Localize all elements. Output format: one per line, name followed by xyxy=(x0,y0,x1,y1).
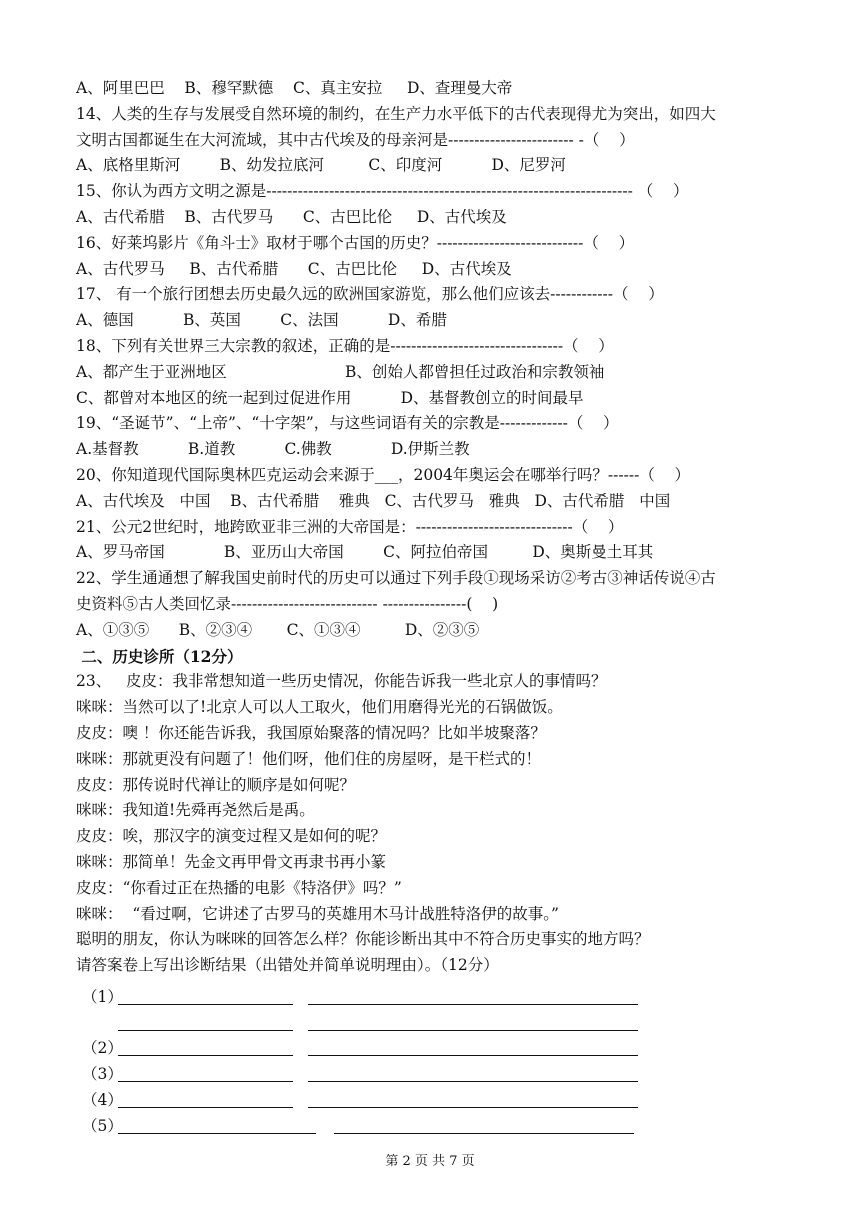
answer-blank-line[interactable] xyxy=(118,1081,293,1082)
answer-lines-block xyxy=(76,985,776,1140)
text-line: 文明古国都诞生在大河流域，其中古代埃及的母亲河是------------------------ -（ ） xyxy=(76,130,635,149)
text-line: 咪咪：那就更没有问题了！他们呀，他们住的房屋呀，是干栏式的！ xyxy=(76,749,542,768)
text-line: A、古代希腊 B、古代罗马 C、古巴比伦 D、古代埃及 xyxy=(76,207,507,226)
text-line: A、古代埃及 中国 B、古代希腊 雅典 C、古代罗马 雅典 D、古代希腊 中国 xyxy=(76,491,671,510)
answer-blank-line[interactable] xyxy=(308,1055,638,1056)
answer-blank-line[interactable] xyxy=(118,1055,293,1056)
answer-line-row xyxy=(76,1114,776,1140)
text-line: 19、“圣诞节”、“上帝”、“十字架”，与这些词语有关的宗教是-------------（ ） xyxy=(76,414,619,433)
text-line: 20、你知道现代国际奥林匹克运动会来源于___，2004年奥运会在哪举行吗？------（ ） xyxy=(76,465,691,484)
answer-blank-line[interactable] xyxy=(334,1133,634,1134)
text-line: 16、好莱坞影片《角斗士》取材于哪个古国的历史？----------------------------（ ） xyxy=(76,233,635,252)
answer-blank-line[interactable] xyxy=(118,1133,316,1134)
text-line: 咪咪： “看过啊，它讲述了古罗马的英雄用木马计战胜特洛伊的故事。” xyxy=(76,904,559,923)
answer-blank-line[interactable] xyxy=(308,1081,638,1082)
text-line: 18、下列有关世界三大宗教的叙述，正确的是---------------------------------（ ） xyxy=(76,336,614,355)
answer-blank-line[interactable] xyxy=(308,1107,638,1108)
text-line: 皮皮：唉，那汉字的演变过程又是如何的呢？ xyxy=(76,827,387,846)
text-line: 17、 有一个旅行团想去历史最久远的欧洲国家游览，那么他们应该去------------（ ） xyxy=(76,285,664,304)
text-line: 咪咪：当然可以了!北京人可以人工取火，他们用磨得光光的石锅做饭。 xyxy=(76,698,563,717)
text-line: A、阿里巴巴 B、穆罕默德 C、真主安拉 D、查理曼大帝 xyxy=(76,79,513,97)
answer-number: （3） xyxy=(82,1065,123,1084)
question-text-block xyxy=(76,76,776,979)
answer-blank-line[interactable] xyxy=(118,1030,293,1031)
text-line: 23、 皮皮：我非常想知道一些历史情况，你能告诉我一些北京人的事情吗？ xyxy=(76,672,607,691)
text-line: A、①③⑤ B、②③④ C、①③④ D、②③⑤ xyxy=(76,620,480,639)
answer-line-row xyxy=(76,1011,776,1037)
answer-number: （2） xyxy=(82,1039,123,1058)
text-line: A、底格里斯河 B、幼发拉底河 C、印度河 D、尼罗河 xyxy=(76,156,566,175)
answer-line-row xyxy=(76,1036,776,1062)
answer-line-row xyxy=(76,1088,776,1114)
answer-blank-line[interactable] xyxy=(118,1004,293,1005)
text-line: 聪明的朋友，你认为咪咪的回答怎么样？你能诊断出其中不符合历史事实的地方吗？ xyxy=(76,930,650,949)
text-line: 22、学生通通想了解我国史前时代的历史可以通过下列手段①现场采访②考古③神话传说④古 xyxy=(76,569,716,588)
answer-number: （4） xyxy=(82,1091,123,1110)
text-line: 皮皮：那传说时代禅让的顺序是如何呢？ xyxy=(76,775,356,794)
text-line: 皮皮：噢 ！你还能告诉我，我国原始聚落的情况吗？比如半坡聚落？ xyxy=(76,723,546,742)
page-footer: 第 2 页 共 7 页 xyxy=(385,1154,475,1169)
text-line: 14、人类的生存与发展受自然环境的制约，在生产力水平低下的古代表现得尤为突出，如四大 xyxy=(76,104,716,123)
text-line: A、德国 B、英国 C、法国 D、希腊 xyxy=(76,311,447,330)
answer-line-row xyxy=(76,985,776,1011)
answer-line-row xyxy=(76,1062,776,1088)
text-line: 15、你认为西方文明之源是---------------------------------------------------------------------- （ ） xyxy=(76,182,689,201)
answer-number: （5） xyxy=(82,1116,123,1135)
text-line: 咪咪：那简单！先金文再甲骨文再隶书再小篆 xyxy=(76,852,387,871)
text-line: A、罗马帝国 B、亚历山大帝国 C、阿拉伯帝国 D、奥斯曼土耳其 xyxy=(76,543,654,562)
text-line: 史资料⑤古人类回忆录---------------------------- ----------------( ) xyxy=(76,594,499,613)
text-line: 21、公元2世纪时，地跨欧亚非三洲的大帝国是：------------------------------（ ） xyxy=(76,517,624,536)
text-line: A、古代罗马 B、古代希腊 C、古巴比伦 D、古代埃及 xyxy=(76,259,512,278)
text-line: A、都产生于亚洲地区 B、创始人都曾担任过政治和宗教领袖 xyxy=(76,362,605,381)
answer-blank-line[interactable] xyxy=(308,1004,638,1005)
exam-page xyxy=(76,76,776,1140)
section-heading: 二、历史诊所（12分） xyxy=(76,646,243,666)
answer-number: （1） xyxy=(82,987,123,1006)
answer-blank-line[interactable] xyxy=(308,1030,638,1031)
text-line: 皮皮：“你看过正在热播的电影《特洛伊》吗？” xyxy=(76,878,402,897)
text-line: 请答案卷上写出诊断结果（出错处并简单说明理由）。（12分） xyxy=(76,956,499,975)
answer-blank-line[interactable] xyxy=(118,1107,293,1108)
text-line: 咪咪：我知道!先舜再尧然后是禹。 xyxy=(76,801,315,820)
text-line: A.基督教 B.道教 C.佛教 D.伊斯兰教 xyxy=(76,440,470,459)
text-line: C、都曾对本地区的统一起到过促进作用 D、基督教创立的时间最早 xyxy=(76,388,584,407)
